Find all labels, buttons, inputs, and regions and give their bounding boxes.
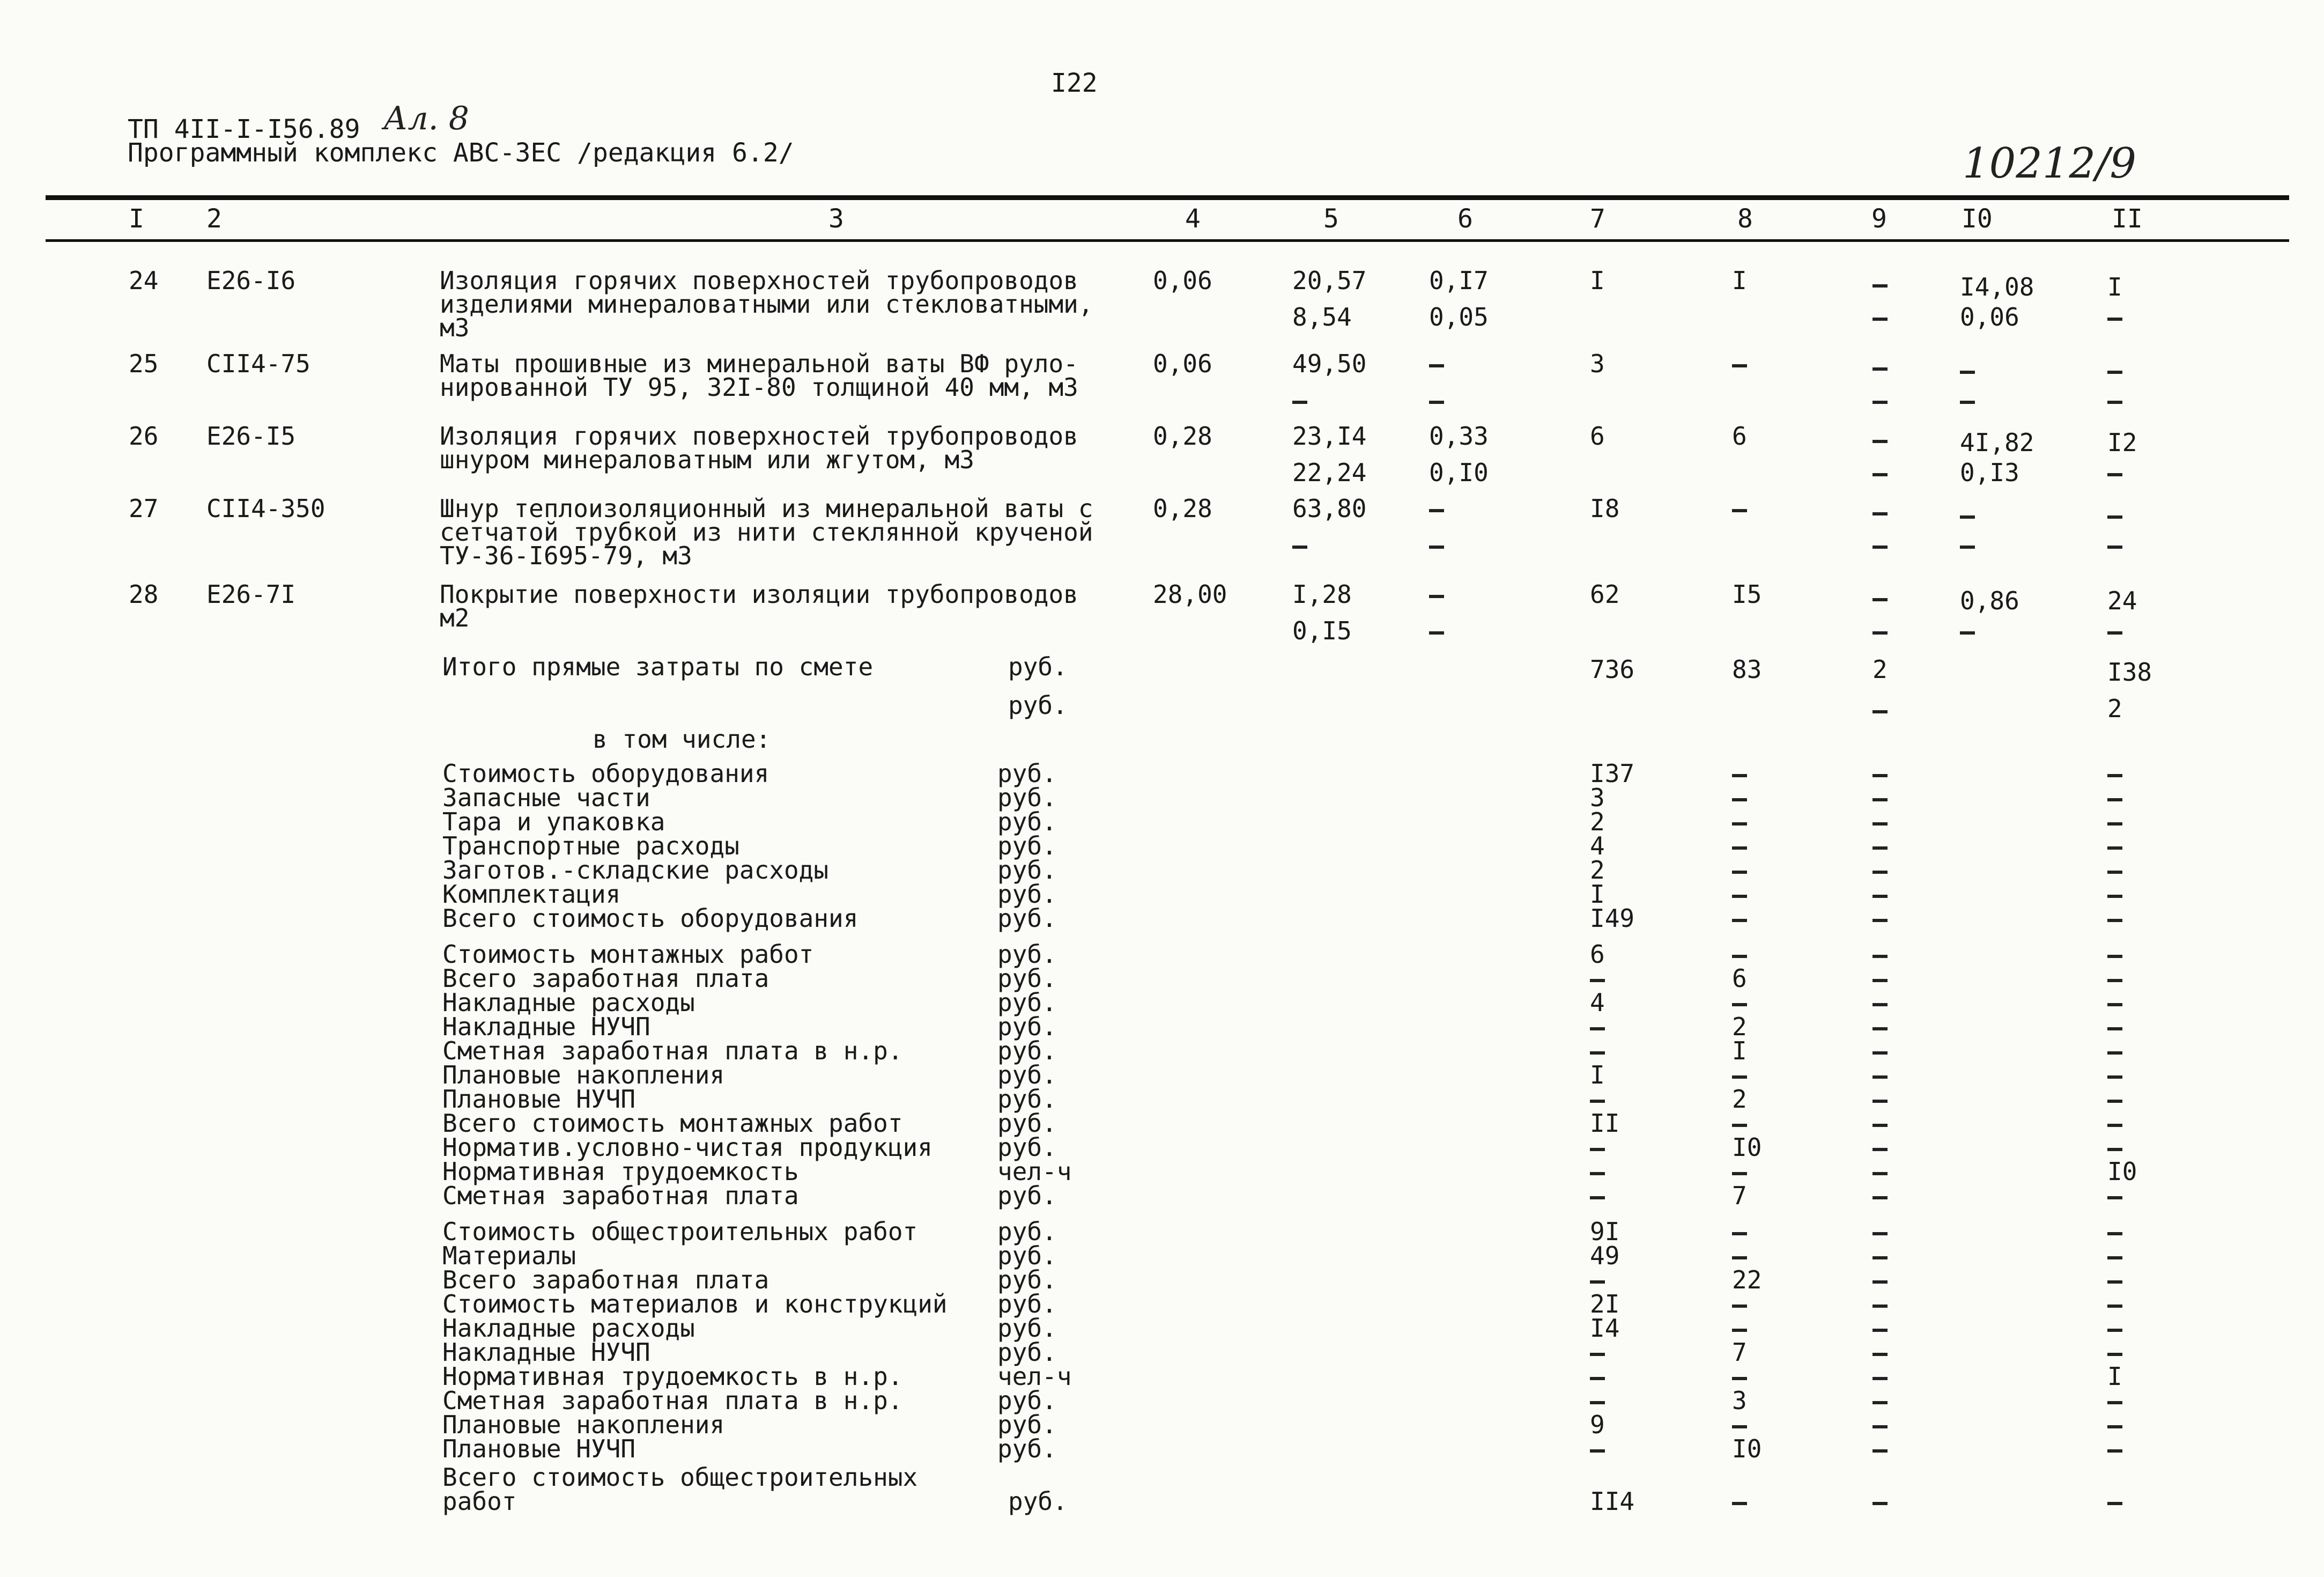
- document-code: ТП 4II-I-I56.89: [128, 114, 360, 144]
- unit-price: 20,57: [1292, 266, 1367, 295]
- summary-col8: 7: [1732, 1181, 1747, 1210]
- quantity: 0,06: [1153, 266, 1212, 295]
- summary-line-label: Плановые НУЧП: [442, 1085, 636, 1114]
- item-description-line: Изоляция горячих поверхностей трубопроводов: [440, 422, 1078, 451]
- unit-machine-wage: 0,I0: [1429, 458, 1489, 487]
- col9-value-2: [1872, 388, 1888, 412]
- summary-line-label: Материалы: [442, 1241, 576, 1270]
- summary-col9: [1872, 1015, 1888, 1039]
- header-top-rule: [46, 195, 2289, 200]
- summary-col9: [1872, 810, 1888, 834]
- summary-col7: 9: [1590, 1410, 1605, 1439]
- quantity: 0,28: [1153, 422, 1212, 451]
- summary-col7: [1590, 1039, 1605, 1063]
- total-col9: 2: [1872, 655, 1888, 684]
- summary-col8: [1732, 991, 1747, 1015]
- column-header-9: 9: [1871, 204, 1887, 234]
- summary-line-unit: чел-ч: [997, 1362, 1072, 1391]
- summary-col11: [2107, 1268, 2122, 1292]
- unit-machine-wage: [1429, 388, 1444, 412]
- summary-col8: [1732, 1413, 1747, 1437]
- summary-line-label: Плановые накопления: [442, 1060, 725, 1089]
- summary-line-unit: руб.: [997, 1386, 1057, 1415]
- item-description-line: ТУ-36-I695-79, м3: [440, 541, 692, 570]
- summary-col7: [1590, 1365, 1605, 1389]
- summary-col9: [1872, 1039, 1888, 1063]
- summary-col11: [2107, 1437, 2122, 1461]
- summary-col9: [1872, 907, 1888, 931]
- summary-col11: [2107, 834, 2122, 858]
- summary-line-unit: руб.: [997, 1289, 1057, 1318]
- rate-code: СII4-75: [206, 349, 310, 378]
- summary-line-label: Комплектация: [442, 880, 621, 909]
- summary-line-label: Заготов.-складские расходы: [442, 856, 829, 885]
- summary-col11: [2107, 1389, 2122, 1413]
- col10-value-2: [1960, 388, 1975, 412]
- summary-col9: [1872, 1111, 1888, 1136]
- col11-value: I: [2107, 272, 2122, 301]
- quantity: 28,00: [1153, 580, 1227, 609]
- row-number: 28: [129, 580, 159, 609]
- rate-code: Е26-I5: [206, 422, 296, 451]
- summary-col8: [1732, 1292, 1747, 1316]
- summary-col7: I37: [1590, 759, 1635, 788]
- summary-col11: [2107, 858, 2122, 882]
- summary-line-label: Накладные НУЧП: [442, 1338, 650, 1367]
- unit-price: I,28: [1292, 580, 1352, 609]
- item-description-line: м2: [440, 603, 470, 632]
- rate-code: СII4-350: [206, 494, 325, 523]
- summary-line-unit: руб.: [997, 1410, 1057, 1439]
- summary-col8: [1732, 1111, 1747, 1136]
- summary-col11: [2107, 1220, 2122, 1244]
- summary-col11: [2107, 1292, 2122, 1316]
- summary-col9: [1872, 942, 1888, 967]
- summary-line-label: Плановые НУЧП: [442, 1434, 636, 1463]
- total-wage: 6: [1732, 422, 1747, 451]
- column-header-2: 2: [206, 204, 222, 234]
- summary-col7: [1590, 1015, 1605, 1039]
- col9-value-2: [1872, 460, 1888, 485]
- summary-line-label: Всего стоимость монтажных работ: [442, 1109, 903, 1138]
- summary-col9: [1872, 1184, 1888, 1208]
- unit-machine: 0,33: [1429, 422, 1489, 451]
- summary-line-unit: руб.: [997, 856, 1057, 885]
- summary-col11: [2107, 882, 2122, 907]
- summary-line-label: Накладные расходы: [442, 1314, 695, 1343]
- summary-col7: 4: [1590, 831, 1605, 860]
- col9-value: [1872, 271, 1888, 296]
- column-header-8: 8: [1737, 204, 1753, 234]
- album-note: Ал. 8: [383, 100, 469, 137]
- summary-col7: I: [1590, 880, 1605, 909]
- summary-col7: [1590, 1136, 1605, 1160]
- col9-value: [1872, 427, 1888, 452]
- summary-line-unit: руб.: [997, 904, 1057, 933]
- summary-line-label: Тара и упаковка: [442, 807, 665, 836]
- summary-col7: 49: [1590, 1241, 1620, 1270]
- col10-value: I4,08: [1960, 272, 2034, 301]
- row-number: 24: [129, 266, 159, 295]
- summary-col9: [1872, 1136, 1888, 1160]
- col11-value: [2107, 358, 2122, 382]
- item-description-line: Шнур теплоизоляционный из минеральной ваты с: [440, 494, 1093, 523]
- unit-machine: [1429, 351, 1444, 376]
- summary-col7: [1590, 1087, 1605, 1111]
- summary-line-unit: руб.: [997, 964, 1057, 993]
- summary-line-label: Норматив.условно-чистая продукция: [442, 1133, 932, 1162]
- col11-value-2: [2107, 533, 2122, 557]
- summary-line-unit: руб.: [997, 783, 1057, 812]
- summary-col8: 3: [1732, 1386, 1747, 1415]
- col10-value: [1960, 358, 1975, 382]
- summary-col7: 2: [1590, 807, 1605, 836]
- col10-value-2: [1960, 618, 1975, 643]
- item-description-line: м3: [440, 313, 470, 342]
- total-wage: I: [1732, 266, 1747, 295]
- summary-col7: 2: [1590, 856, 1605, 885]
- quantity: 0,28: [1153, 494, 1212, 523]
- summary-col8: 7: [1732, 1338, 1747, 1367]
- unit-machine-wage: [1429, 533, 1444, 557]
- summary-col9: [1872, 1365, 1888, 1389]
- summary-col11: [2107, 1413, 2122, 1437]
- page-number: I22: [1051, 68, 1098, 98]
- col9-value: [1872, 499, 1888, 524]
- summary-col9: [1872, 1389, 1888, 1413]
- col10-value-2: 0,I3: [1960, 458, 2019, 487]
- rate-code: Е26-7I: [206, 580, 296, 609]
- summary-line-unit: руб.: [997, 880, 1057, 909]
- summary-col8: I0: [1732, 1133, 1762, 1162]
- summary-line-label: Транспортные расходы: [442, 831, 739, 860]
- summary-col8: [1732, 858, 1747, 882]
- summary-col7: [1590, 1268, 1605, 1292]
- column-header-4: 4: [1185, 204, 1201, 234]
- col10-value: 0,86: [1960, 586, 2019, 615]
- unit-machine: [1429, 496, 1444, 521]
- summary-line-unit: руб.: [997, 1241, 1057, 1270]
- summary-col11: [2107, 1184, 2122, 1208]
- archive-number: 10212/9: [1963, 139, 2137, 188]
- summary-line-unit: руб.: [997, 1012, 1057, 1041]
- total-col11: I38: [2107, 658, 2152, 687]
- summary-col9: [1872, 786, 1888, 810]
- summary-col9: [1872, 834, 1888, 858]
- col11-value: 24: [2107, 586, 2137, 615]
- unit-wage: 8,54: [1292, 303, 1352, 331]
- final-label-line-1: Всего стоимость общестроительных: [442, 1463, 918, 1492]
- summary-col8: 22: [1732, 1265, 1762, 1294]
- col10-value-2: [1960, 533, 1975, 557]
- col9-value-2: [1872, 305, 1888, 329]
- summary-col8: 2: [1732, 1012, 1747, 1041]
- summary-col7: [1590, 967, 1605, 991]
- final-col11: [2107, 1490, 2122, 1514]
- col11-value-2: [2107, 388, 2122, 412]
- summary-col7: [1590, 1437, 1605, 1461]
- summary-col9: [1872, 1220, 1888, 1244]
- unit-machine: [1429, 582, 1444, 607]
- unit-wage: [1292, 388, 1307, 412]
- total-col11-2: 2: [2107, 694, 2122, 723]
- summary-col11: [2107, 762, 2122, 786]
- summary-line-label: Нормативная трудоемкость в н.р.: [442, 1362, 903, 1391]
- unit-wage: [1292, 533, 1307, 557]
- summary-col7: I: [1590, 1060, 1605, 1089]
- summary-line-unit: руб.: [997, 1181, 1057, 1210]
- summary-line-label: Сметная заработная плата в н.р.: [442, 1386, 903, 1415]
- final-col9: [1872, 1490, 1888, 1514]
- summary-line-unit: руб.: [997, 940, 1057, 969]
- program-name: Программный комплекс АВС-ЗЕС /редакция 6.2/: [128, 138, 794, 168]
- column-header-1: I: [129, 204, 144, 234]
- col10-value-2: 0,06: [1960, 303, 2019, 331]
- col11-value: [2107, 503, 2122, 527]
- summary-col7: I4: [1590, 1314, 1620, 1343]
- direct-costs-total-label: Итого прямые затраты по смете: [442, 652, 874, 681]
- summary-col9: [1872, 858, 1888, 882]
- summary-line-label: Запасные части: [442, 783, 650, 812]
- item-description-line: сетчатой трубкой из нити стеклянной крученой: [440, 518, 1093, 547]
- summary-line-unit: чел-ч: [997, 1157, 1072, 1186]
- unit-machine-wage: [1429, 618, 1444, 643]
- summary-col8: [1732, 762, 1747, 786]
- summary-line-unit: руб.: [997, 988, 1057, 1017]
- summary-line-label: Плановые накопления: [442, 1410, 725, 1439]
- row-number: 27: [129, 494, 159, 523]
- summary-col8: 6: [1732, 964, 1747, 993]
- summary-col7: I49: [1590, 904, 1635, 933]
- col9-value: [1872, 355, 1888, 379]
- summary-col8: [1732, 834, 1747, 858]
- summary-col11: [2107, 1111, 2122, 1136]
- summary-line-unit: руб.: [997, 1085, 1057, 1114]
- total-unit-2: руб.: [1008, 691, 1068, 720]
- col9-value-2: [1872, 618, 1888, 643]
- summary-col7: [1590, 1160, 1605, 1184]
- column-header-11: II: [2112, 204, 2143, 234]
- summary-col11: [2107, 991, 2122, 1015]
- summary-line-unit: руб.: [997, 1036, 1057, 1065]
- item-description-line: Маты прошивные из минеральной ваты ВФ руло-: [440, 349, 1078, 378]
- summary-line-label: Стоимость материалов и конструкций: [442, 1289, 948, 1318]
- col11-value-2: [2107, 305, 2122, 329]
- col11-value: I2: [2107, 428, 2137, 457]
- summary-col9: [1872, 1244, 1888, 1268]
- total-cost: 62: [1590, 580, 1620, 609]
- summary-line-unit: руб.: [997, 1217, 1057, 1246]
- summary-col8: [1732, 1063, 1747, 1087]
- unit-wage: 0,I5: [1292, 616, 1352, 645]
- summary-line-label: Накладные НУЧП: [442, 1012, 650, 1041]
- summary-col11: [2107, 1244, 2122, 1268]
- unit-machine-wage: 0,05: [1429, 303, 1489, 331]
- summary-col9: [1872, 1087, 1888, 1111]
- summary-col11: I: [2107, 1362, 2122, 1391]
- summary-col8: [1732, 942, 1747, 967]
- summary-col9: [1872, 1292, 1888, 1316]
- total-cost: 6: [1590, 422, 1605, 451]
- summary-col7: 3: [1590, 783, 1605, 812]
- summary-col11: [2107, 1087, 2122, 1111]
- item-description-line: шнуром минераловатным или жгутом, м3: [440, 445, 974, 474]
- summary-col7: [1590, 1184, 1605, 1208]
- summary-col9: [1872, 1063, 1888, 1087]
- col10-value: 4I,82: [1960, 428, 2034, 457]
- summary-col9: [1872, 1160, 1888, 1184]
- header-bottom-rule: [46, 239, 2289, 242]
- summary-line-label: Стоимость монтажных работ: [442, 940, 814, 969]
- summary-col8: 2: [1732, 1085, 1747, 1114]
- column-header-10: I0: [1962, 204, 1993, 234]
- column-header-7: 7: [1590, 204, 1605, 234]
- summary-line-unit: руб.: [997, 1060, 1057, 1089]
- summary-line-unit: руб.: [997, 807, 1057, 836]
- unit-price: 23,I4: [1292, 422, 1367, 451]
- col9-value: [1872, 585, 1888, 610]
- summary-line-label: Всего заработная плата: [442, 964, 769, 993]
- total-col9-2: [1872, 697, 1888, 722]
- summary-col11: [2107, 1340, 2122, 1365]
- summary-line-unit: руб.: [997, 1109, 1057, 1138]
- col9-value-2: [1872, 533, 1888, 557]
- summary-col9: [1872, 1413, 1888, 1437]
- summary-line-label: Накладные расходы: [442, 988, 695, 1017]
- final-col8: [1732, 1490, 1747, 1514]
- col10-value: [1960, 503, 1975, 527]
- summary-col7: 4: [1590, 988, 1605, 1017]
- unit-wage: 22,24: [1292, 458, 1367, 487]
- summary-col11: [2107, 907, 2122, 931]
- summary-col7: [1590, 1389, 1605, 1413]
- summary-col11: [2107, 810, 2122, 834]
- total-cost: 3: [1590, 349, 1605, 378]
- summary-line-label: Всего стоимость оборудования: [442, 904, 858, 933]
- summary-col8: [1732, 1365, 1747, 1389]
- total-wage: I5: [1732, 580, 1762, 609]
- summary-col11: [2107, 967, 2122, 991]
- summary-col9: [1872, 1316, 1888, 1340]
- summary-col8: I0: [1732, 1434, 1762, 1463]
- summary-col8: [1732, 1316, 1747, 1340]
- summary-col8: [1732, 810, 1747, 834]
- summary-col11: [2107, 942, 2122, 967]
- summary-col11: [2107, 1063, 2122, 1087]
- item-description-line: изделиями минераловатными или стекловатными,: [440, 290, 1093, 319]
- total-col7: 736: [1590, 655, 1635, 684]
- final-unit: руб.: [1008, 1487, 1068, 1516]
- summary-line-label: Нормативная трудоемкость: [442, 1157, 799, 1186]
- final-label-line-2: работ: [442, 1487, 517, 1516]
- summary-col7: 2I: [1590, 1289, 1620, 1318]
- including-label: в том числе:: [593, 725, 771, 754]
- summary-col7: 9I: [1590, 1217, 1620, 1246]
- summary-col9: [1872, 1268, 1888, 1292]
- summary-col11: [2107, 1136, 2122, 1160]
- summary-col11: I0: [2107, 1157, 2137, 1186]
- summary-col9: [1872, 1340, 1888, 1365]
- summary-line-unit: руб.: [997, 1265, 1057, 1294]
- total-cost: I8: [1590, 494, 1620, 523]
- total-cost: I: [1590, 266, 1605, 295]
- summary-line-label: Всего заработная плата: [442, 1265, 769, 1294]
- final-col7: II4: [1590, 1487, 1635, 1516]
- summary-line-unit: руб.: [997, 1434, 1057, 1463]
- summary-col9: [1872, 882, 1888, 907]
- summary-col9: [1872, 762, 1888, 786]
- summary-line-unit: руб.: [997, 1338, 1057, 1367]
- summary-line-label: Сметная заработная плата: [442, 1181, 799, 1210]
- summary-col8: [1732, 1220, 1747, 1244]
- col11-value-2: [2107, 460, 2122, 485]
- summary-col11: [2107, 1039, 2122, 1063]
- summary-col9: [1872, 991, 1888, 1015]
- summary-col7: 6: [1590, 940, 1605, 969]
- total-col8: 83: [1732, 655, 1762, 684]
- row-number: 25: [129, 349, 159, 378]
- row-number: 26: [129, 422, 159, 451]
- unit-machine: 0,I7: [1429, 266, 1489, 295]
- total-wage: [1732, 496, 1747, 521]
- summary-col8: [1732, 1244, 1747, 1268]
- summary-line-label: Стоимость оборудования: [442, 759, 769, 788]
- total-unit: руб.: [1008, 652, 1068, 681]
- summary-col7: II: [1590, 1109, 1620, 1138]
- summary-line-label: Сметная заработная плата в н.р.: [442, 1036, 903, 1065]
- summary-line-unit: руб.: [997, 1314, 1057, 1343]
- unit-price: 49,50: [1292, 349, 1367, 378]
- summary-col9: [1872, 967, 1888, 991]
- item-description-line: Покрытие поверхности изоляции трубопроводов: [440, 580, 1078, 609]
- column-header-5: 5: [1323, 204, 1339, 234]
- unit-price: 63,80: [1292, 494, 1367, 523]
- summary-col8: [1732, 786, 1747, 810]
- summary-line-unit: руб.: [997, 1133, 1057, 1162]
- summary-col11: [2107, 786, 2122, 810]
- col11-value-2: [2107, 618, 2122, 643]
- summary-col9: [1872, 1437, 1888, 1461]
- summary-col7: [1590, 1340, 1605, 1365]
- column-header-6: 6: [1457, 204, 1473, 234]
- summary-col11: [2107, 1015, 2122, 1039]
- summary-col8: I: [1732, 1036, 1747, 1065]
- summary-line-unit: руб.: [997, 759, 1057, 788]
- item-description-line: Изоляция горячих поверхностей трубопроводов: [440, 266, 1078, 295]
- rate-code: Е26-I6: [206, 266, 296, 295]
- summary-line-label: Стоимость общестроительных работ: [442, 1217, 918, 1246]
- total-wage: [1732, 351, 1747, 376]
- summary-col8: [1732, 1160, 1747, 1184]
- quantity: 0,06: [1153, 349, 1212, 378]
- summary-col8: [1732, 907, 1747, 931]
- item-description-line: нированной ТУ 95, 32I-80 толщиной 40 мм, м3: [440, 373, 1078, 402]
- summary-col8: [1732, 882, 1747, 907]
- summary-line-unit: руб.: [997, 831, 1057, 860]
- column-header-3: 3: [828, 204, 844, 234]
- summary-col11: [2107, 1316, 2122, 1340]
